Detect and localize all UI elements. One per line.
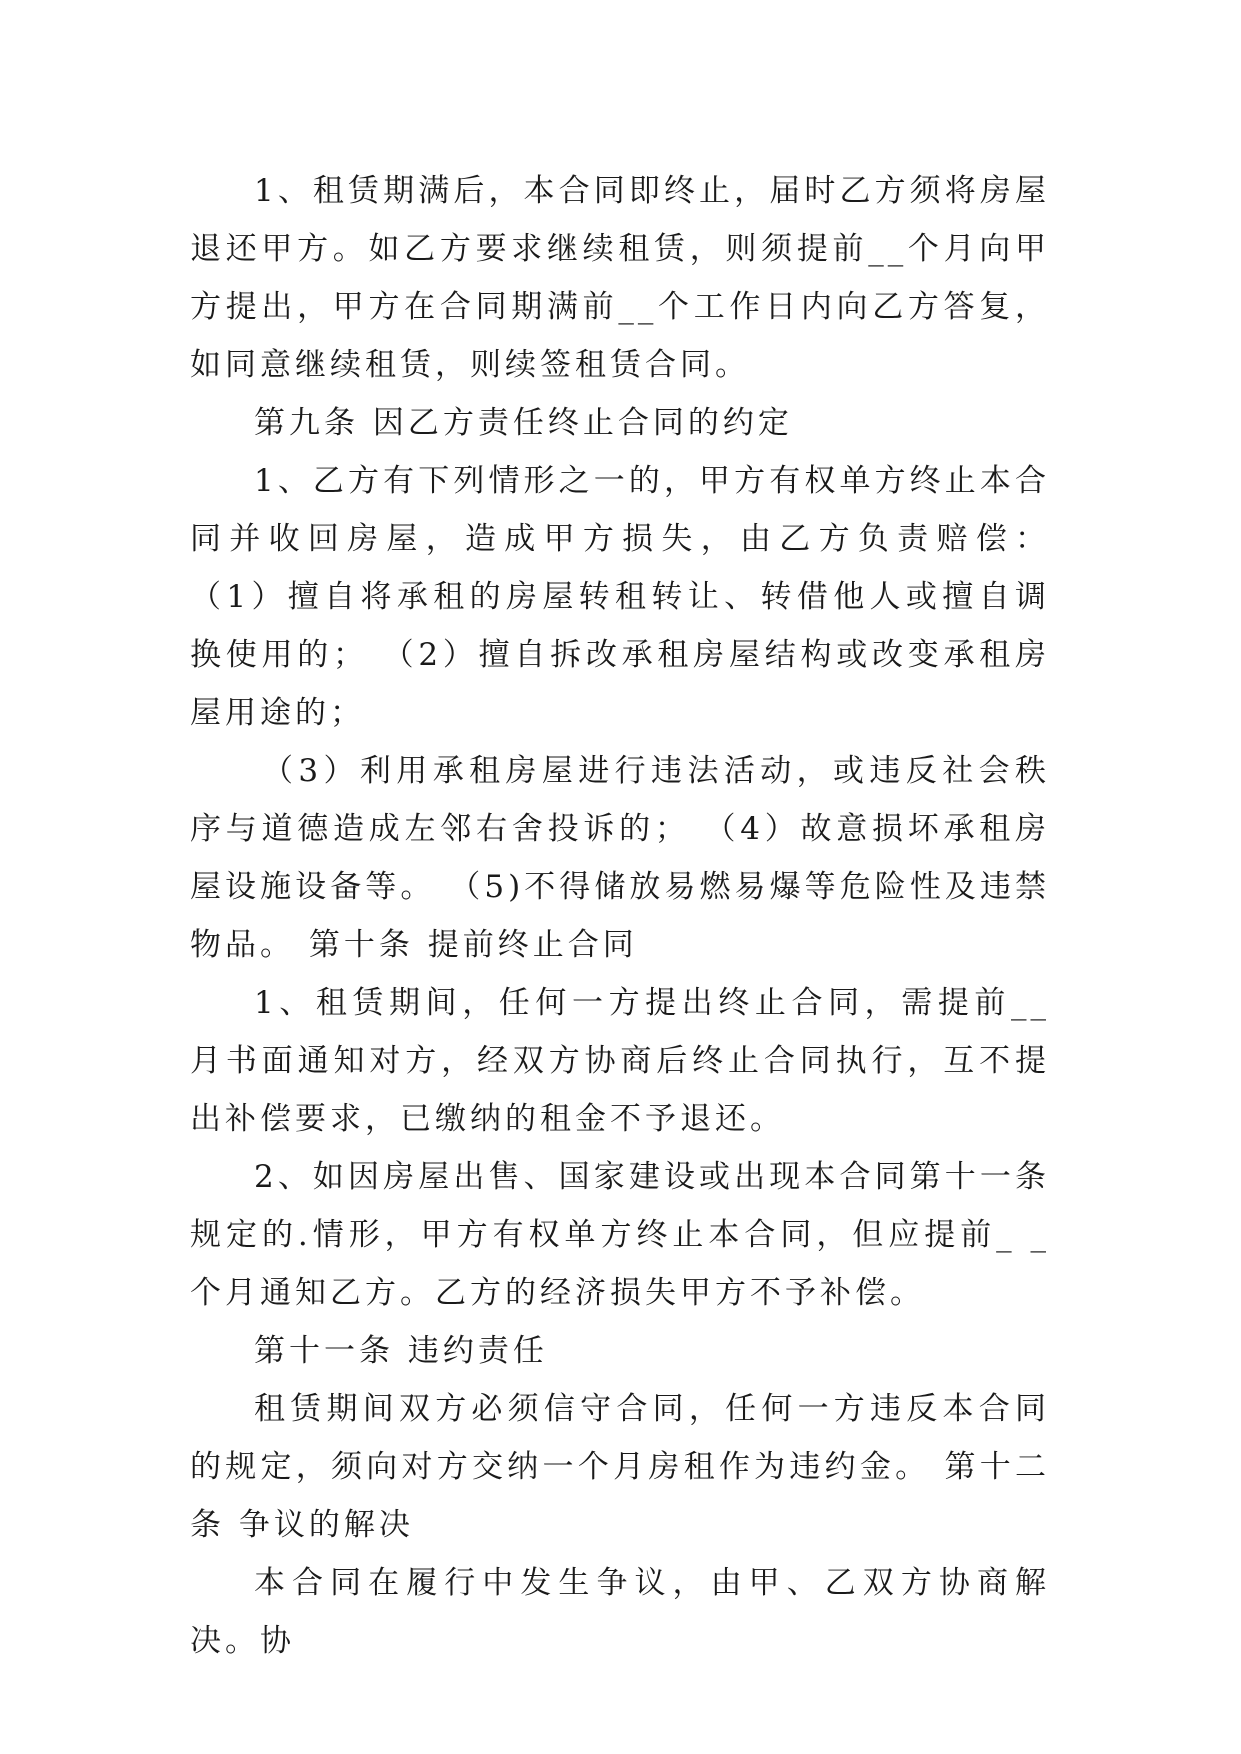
paragraph-termination-conditions-cont: （3）利用承租房屋进行违法活动，或违反社会秩序与道德造成左邻右舍投诉的； （4）故意损坏承租房屋设施设备等。 （5)不得储放易燃易爆等危险性及违禁物品。 第十条 提前终止合同 bbox=[190, 753, 1050, 963]
paragraph-landlord-termination: 2、如因房屋出售、国家建设或出现本合同第十一条规定的.情形，甲方有权单方终止本合同，但应提前_ _个月通知乙方。乙方的经济损失甲方不予补偿。 bbox=[190, 1159, 1050, 1311]
article-9-heading: 第九条 因乙方责任终止合同的约定 bbox=[254, 405, 793, 441]
paragraph-early-termination-notice: 1、租赁期间，任何一方提出终止合同，需提前__月书面通知对方，经双方协商后终止合同执行，互不提出补偿要求，已缴纳的租金不予退还。 bbox=[190, 985, 1050, 1137]
article-11-heading: 第十一条 违约责任 bbox=[254, 1333, 548, 1369]
document-body bbox=[190, 162, 1050, 1670]
paragraph-breach-liability: 租赁期间双方必须信守合同，任何一方违反本合同的规定，须向对方交纳一个月房租作为违约金。 第十二条 争议的解决 bbox=[190, 1391, 1050, 1543]
paragraph-termination-conditions: 1、乙方有下列情形之一的，甲方有权单方终止本合同并收回房屋，造成甲方损失，由乙方负责赔偿： （1）擅自将承租的房屋转租转让、转借他人或擅自调换使用的； （2）擅自拆改承租房屋结构或改变承租房屋用途的； bbox=[190, 463, 1050, 731]
paragraph-dispute-resolution: 本合同在履行中发生争议，由甲、乙双方协商解决。协 bbox=[190, 1565, 1050, 1659]
paragraph-lease-expiry: 1、租赁期满后，本合同即终止，届时乙方须将房屋退还甲方。如乙方要求继续租赁，则须提前__个月向甲方提出，甲方在合同期满前__个工作日内向乙方答复，如同意继续租赁，则续签租赁合同。 bbox=[190, 173, 1050, 383]
